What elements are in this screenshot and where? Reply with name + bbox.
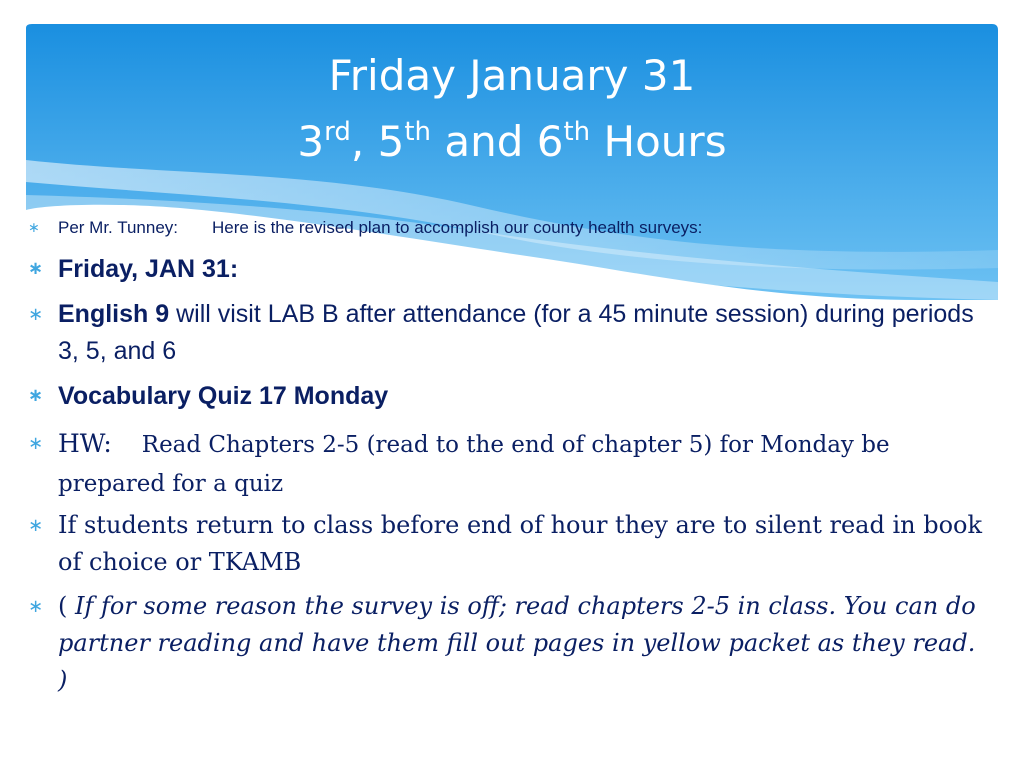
- bullet-text: If students return to class before end of hour they are to silent read in book of choice or TKAMB: [58, 511, 983, 576]
- bullet-text: If for some reason the survey is off; read chapters 2-5 in class. You can do partner reading and have them fill out pages in yellow packet as they read. ): [58, 592, 976, 694]
- bullet-icon: ∗: [28, 596, 44, 617]
- bullet-icon: ∗: [28, 515, 44, 536]
- bullet-open-paren: (: [58, 592, 75, 620]
- bullet-icon: ∗: [28, 433, 44, 454]
- bullet-bold-text: English 9: [58, 300, 170, 328]
- bullet-icon: ∗: [28, 258, 44, 279]
- bullet-text: Friday, JAN 31:: [58, 255, 239, 283]
- bullet-item: [28, 296, 988, 370]
- bullet-item: [28, 425, 988, 503]
- bullet-label: HW:: [58, 429, 112, 458]
- bullet-item: [28, 507, 988, 581]
- bullet-text: Read Chapters 2-5 (read to the end of chapter 5) for Monday be prepared for a quiz: [58, 432, 890, 497]
- bullet-item: [28, 252, 988, 286]
- title-superscript: th: [404, 117, 432, 147]
- slide-title-line1: Friday January 31: [328, 51, 696, 100]
- bullet-label: Per Mr. Tunney:: [58, 218, 178, 237]
- title-superscript: th: [563, 117, 591, 147]
- bullet-icon: ∗: [28, 304, 44, 325]
- bullet-icon: ∗: [28, 385, 44, 406]
- bullet-item: [28, 216, 988, 240]
- bullet-text: Vocabulary Quiz 17 Monday: [58, 382, 389, 410]
- title-part: and 6: [431, 117, 564, 166]
- title-part: Hours: [590, 117, 727, 166]
- title-superscript: rd: [324, 117, 351, 147]
- bullet-item: [28, 588, 988, 699]
- bullet-icon: ∗: [28, 220, 40, 236]
- bullet-text: Here is the revised plan to accomplish our county health surveys:: [212, 218, 703, 237]
- title-part: , 5: [350, 117, 405, 166]
- bullet-text: will visit LAB B after attendance (for a 45 minute session) during periods 3, 5, and 6: [58, 300, 974, 365]
- slide-title-line2: [0, 118, 1024, 166]
- title-part: 3: [297, 117, 325, 166]
- bullet-item: [28, 378, 988, 414]
